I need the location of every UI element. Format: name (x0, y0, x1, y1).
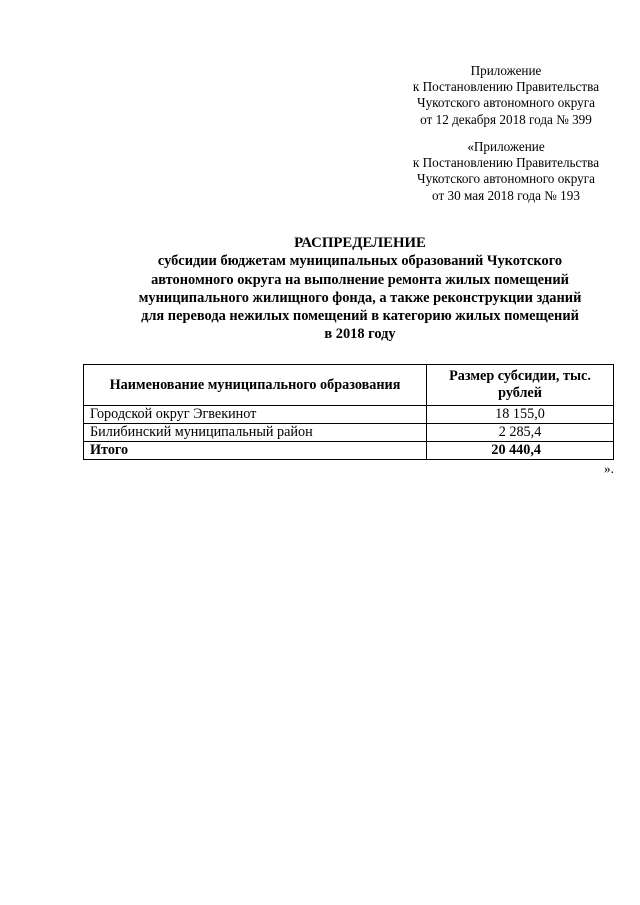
appendix-date-number: от 12 декабря 2018 года № 399 (420, 111, 592, 127)
municipality-name: Билибинский муниципальный район (84, 424, 427, 442)
subsidy-amount: 18 155,0 (427, 406, 614, 424)
document-title (80, 234, 640, 344)
appendix-header-current (400, 63, 612, 128)
appendix-label: «Приложение (467, 139, 545, 154)
title-line: в 2018 году (324, 326, 396, 343)
table-total-row (84, 442, 614, 460)
title-line: для перевода нежилых помещений в категорию жилых помещений (141, 308, 579, 325)
subsidy-distribution-table (83, 364, 614, 460)
table-header-row (84, 365, 614, 406)
total-label: Итого (84, 442, 427, 460)
title-line: субсидии бюджетам муниципальных образований Чукотского (157, 253, 563, 270)
title-line: автономного округа на выполнение ремонта жилых помещений (151, 271, 569, 288)
appendix-region: Чукотского автономного округа (417, 95, 595, 111)
appendix-region: Чукотского автономного округа (417, 171, 595, 187)
appendix-label: Приложение (470, 63, 542, 78)
title-heading: РАСПРЕДЕЛЕНИЕ (294, 235, 426, 251)
closing-quote-mark: ». (604, 461, 614, 476)
appendix-date-number: от 30 мая 2018 года № 193 (432, 187, 580, 203)
appendix-decree-ref: к Постановлению Правительства (412, 79, 600, 95)
municipality-name: Городской округ Эгвекинот (84, 406, 427, 424)
table-row (84, 424, 614, 442)
column-header-municipality: Наименование муниципального образования (84, 365, 427, 406)
column-header-amount: Размер субсидии, тыс. рублей (427, 365, 614, 406)
subsidy-amount: 2 285,4 (427, 424, 614, 442)
appendix-decree-ref: к Постановлению Правительства (412, 155, 600, 171)
table-row (84, 406, 614, 424)
title-line: муниципального жилищного фонда, а также реконструкции зданий (138, 289, 582, 306)
appendix-header-previous (400, 139, 612, 204)
total-amount: 20 440,4 (427, 442, 614, 460)
